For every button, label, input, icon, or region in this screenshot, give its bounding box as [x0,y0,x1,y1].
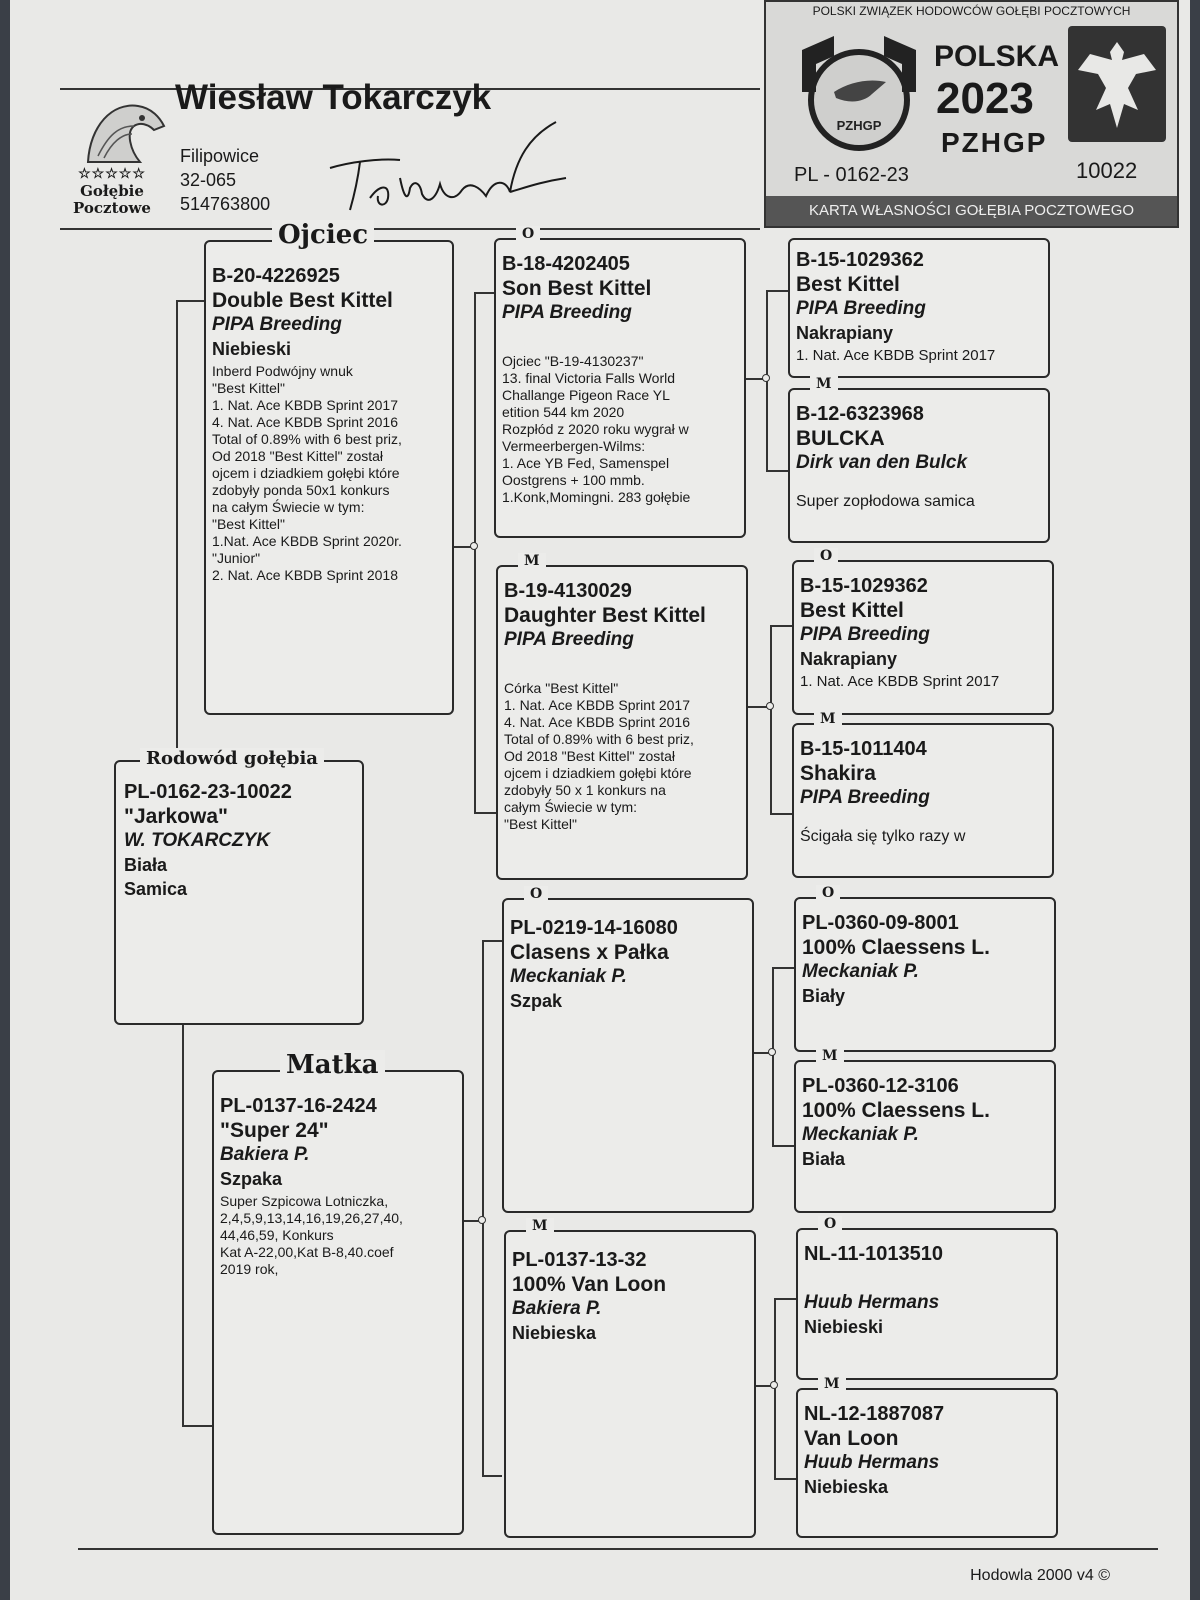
connector-subject-mother [182,1005,184,1425]
connector-mother-bottom [482,1475,502,1477]
junction-mm [770,1381,778,1389]
maternal-grandfather-name: Clasens x Pałka [510,941,669,964]
junction-mother [478,1216,486,1224]
paternal-grandmother-breeder: PIPA Breeding [504,629,634,650]
paternal-grandmother-label: M [518,553,546,569]
connector-mother-top [482,940,502,942]
fm-father-color: Nakrapiany [800,649,898,669]
maternal-grandmother-card [504,1218,756,1538]
connector-subject-mother-h [182,1425,212,1427]
ff-father-name: Best Kittel [796,273,900,296]
mm-mother-card [796,1376,1058,1538]
paternal-grandmother-name: Daughter Best Kittel [504,604,706,627]
paternal-grandfather-breeder: PIPA Breeding [502,302,632,323]
ff-mother-name: BULCKA [796,427,885,450]
junction-father [470,542,478,550]
connector-fm-parents [770,625,772,813]
mf-father-card [794,885,1056,1052]
paternal-grandfather-card [494,226,746,538]
maternal-grandfather-color: Szpak [510,991,563,1011]
paternal-grandmother-ring: B-19-4130029 [504,580,632,602]
maternal-grandfather-ring: PL-0219-14-16080 [510,917,678,939]
maternal-grandmother-ring: PL-0137-13-32 [512,1249,647,1271]
connector-subject-father-h [176,300,204,302]
paternal-grandfather-ring: B-18-4202405 [502,253,630,275]
father-label: Ojciec [272,220,374,250]
connector-mm-bottom [774,1478,796,1480]
subject-name: "Jarkowa" [124,805,228,828]
breeder-city: Filipowice [180,146,260,166]
mf-father-breeder: Meckaniak P. [802,961,919,982]
mother-ring: PL-0137-16-2424 [220,1095,377,1117]
subject-ring: PL-0162-23-10022 [124,781,292,803]
breeder-phone: 514763800 [180,194,271,214]
ff-mother-notes: Super zopłodowa samica [796,493,975,510]
mother-notes: Super Szpicowa Lotniczka, 2,4,5,9,13,14,16,19,26,27,40, 44,46,59, Konkurs Kat A-22,00,Kat B-8,40.coef 2019 rok, [220,1193,403,1277]
maternal-grandmother-breeder: Bakiera P. [512,1298,602,1319]
maternal-grandmother-label: M [526,1218,554,1234]
mf-father-name: 100% Claessens L. [802,936,990,959]
connector-mother-parents [482,940,484,1475]
mf-mother-breeder: Meckaniak P. [802,1124,919,1145]
footer-text: Hodowla 2000 v4 © [970,1567,1110,1584]
stamp-ring-number: PL - 0162-23 [794,164,909,186]
subject-sex: Samica [124,879,188,899]
stamp-top-text: POLSKI ZWIĄZEK HODOWCÓW GOŁĘBI POCZTOWYCH [812,4,1131,18]
fm-father-notes: 1. Nat. Ace KBDB Sprint 2017 [800,673,1000,690]
stamp-year: 2023 [936,74,1034,123]
pigeon-head-logo-icon [78,96,168,168]
fm-mother-name: Shakira [800,762,876,785]
ff-father-notes: 1. Nat. Ace KBDB Sprint 2017 [796,347,996,364]
mother-color: Szpaka [220,1169,283,1189]
pedigree-label: Rodowód gołębia [140,748,324,769]
fm-mother-label: M [814,711,842,727]
ff-father-ring: B-15-1029362 [796,249,924,271]
connector-mm-top [774,1298,796,1300]
connector-ff-top [766,290,788,292]
pzhgp-stamp [764,0,1179,228]
junction-ff [762,374,770,382]
father-breeder: PIPA Breeding [212,314,342,335]
connector-mf-bottom [772,1145,794,1147]
mother-breeder: Bakiera P. [220,1144,310,1165]
father-name: Double Best Kittel [212,289,393,312]
ff-mother-label: M [810,376,838,392]
junction-fm [766,702,774,710]
fm-father-label: O [814,548,838,564]
maternal-grandmother-name: 100% Van Loon [512,1273,667,1296]
mm-mother-name: Van Loon [804,1427,899,1450]
signature-image [310,118,580,218]
breeder-postal-code: 32-065 [180,170,237,190]
mm-mother-breeder: Huub Hermans [804,1452,940,1473]
fm-father-name: Best Kittel [800,599,904,622]
fm-father-card [792,548,1054,715]
mf-father-ring: PL-0360-09-8001 [802,912,959,934]
mother-card [212,1050,464,1535]
ff-father-breeder: PIPA Breeding [796,298,926,319]
mm-mother-label: M [818,1376,846,1392]
fm-mother-breeder: PIPA Breeding [800,787,930,808]
connector-mf-top [772,967,794,969]
header-bottom-rule [60,228,760,230]
breeder-name: Wiesław Tokarczyk [175,78,492,117]
mother-name: "Super 24" [220,1119,329,1142]
mf-mother-ring: PL-0360-12-3106 [802,1075,959,1097]
maternal-grandfather-card [502,886,754,1213]
mother-label: Matka [280,1050,385,1080]
maternal-grandmother-color: Niebieska [512,1323,597,1343]
ff-mother-card [788,376,1050,543]
connector-father-bottom [474,812,496,814]
pedigree-sheet [10,0,1190,1600]
maternal-grandfather-label: O [524,886,548,902]
logo-text-line2: Pocztowe [73,199,151,217]
connector-fm-bottom [770,813,792,815]
connector-father-parents [474,292,476,812]
stamp-country: POLSKA [934,40,1060,73]
paternal-grandfather-notes: Ojciec "B-19-4130237" 13. final Victoria Falls World Challange Pigeon Race YL etition 544 km 2020 Rozpłód z 2020 roku wygrał w Vermeerbergen-Wilms: 1. Ace YB Fed, Samenspel Oostgrens + 100 mmb. 1.Konk,Momingni. 283 gołębie [502,353,691,505]
fm-mother-ring: B-15-1011404 [800,738,927,760]
pzhgp-emblem-icon [794,32,924,157]
mm-father-label: O [818,1216,842,1232]
maternal-grandfather-breeder: Meckaniak P. [510,966,627,987]
fm-mother-notes: Ścigała się tylko razy w [800,828,966,845]
emblem-text: PZHGP [836,118,882,133]
connector-ff-bottom [766,470,788,472]
mm-mother-ring: NL-12-1887087 [804,1403,945,1425]
mf-mother-label: M [816,1048,844,1064]
mf-mother-name: 100% Claessens L. [802,1099,990,1122]
mf-mother-card [794,1048,1056,1213]
subject-breeder: W. TOKARCZYK [124,830,271,851]
mm-mother-color: Niebieska [804,1477,889,1497]
stamp-bottom-text: KARTA WŁASNOŚCI GOŁĘBIA POCZTOWEGO [766,196,1177,226]
fm-father-ring: B-15-1029362 [800,575,928,597]
mm-father-ring: NL-11-1013510 [804,1243,943,1265]
logo-text-line1: Gołębie [80,182,144,200]
mm-father-name-empty [804,1266,1050,1291]
footer-rule [78,1548,1158,1550]
ff-father-card [788,238,1050,378]
paternal-grandfather-label: O [516,226,540,242]
father-notes: Inberd Podwójny wnuk "Best Kittel" 1. Nat. Ace KBDB Sprint 2017 4. Nat. Ace KBDB Sprint 2016 Total of 0.89% with 6 best priz, Od 2018 "Best Kittel" został ojcem i dziadkiem gołębi które zdobyły ponda 50x1 konkurs na całym Świecie w tym: "Best Kittel" 1.Nat. Ace KBDB Sprint 2020r. "Junior" 2. Nat. Ace KBDB Sprint 2018 [212,363,402,583]
paternal-grandfather-name: Son Best Kittel [502,277,652,300]
connector-fm-top [770,625,792,627]
ff-mother-breeder: Dirk van den Bulck [796,452,968,473]
fm-mother-card [792,711,1054,878]
paternal-grandmother-notes: Córka "Best Kittel" 1. Nat. Ace KBDB Sprint 2017 4. Nat. Ace KBDB Sprint 2016 Total of 0.89% with 6 best priz, Od 2018 "Best Kittel" został ojcem i dziadkiem gołębi które zdobyły 50 x 1 konkurs na całym Świecie w tym: "Best Kittel" [504,680,694,832]
mf-mother-color: Biała [802,1149,846,1169]
stamp-org: PZHGP [941,127,1048,158]
logo-stars: ☆☆☆☆☆ [78,166,146,182]
father-color: Niebieski [212,339,292,359]
mf-father-label: O [816,885,840,901]
mm-father-color: Niebieski [804,1317,884,1337]
ff-father-color: Nakrapiany [796,323,894,343]
connector-father-top [474,292,494,294]
paternal-grandmother-card [496,553,748,880]
connector-subject-father [176,300,178,750]
stamp-number: 10022 [1076,158,1138,183]
father-card [204,220,454,715]
mm-father-card [796,1216,1058,1380]
subject-color: Biała [124,855,168,875]
mf-father-color: Biały [802,986,846,1006]
ff-mother-ring: B-12-6323968 [796,403,924,425]
subject-card [114,748,364,1025]
junction-mf [768,1048,776,1056]
polish-eagle-icon [1066,24,1168,144]
connector-mf-parents [772,967,774,1145]
fm-father-breeder: PIPA Breeding [800,624,930,645]
father-ring: B-20-4226925 [212,265,340,287]
mm-father-breeder: Huub Hermans [804,1292,940,1313]
